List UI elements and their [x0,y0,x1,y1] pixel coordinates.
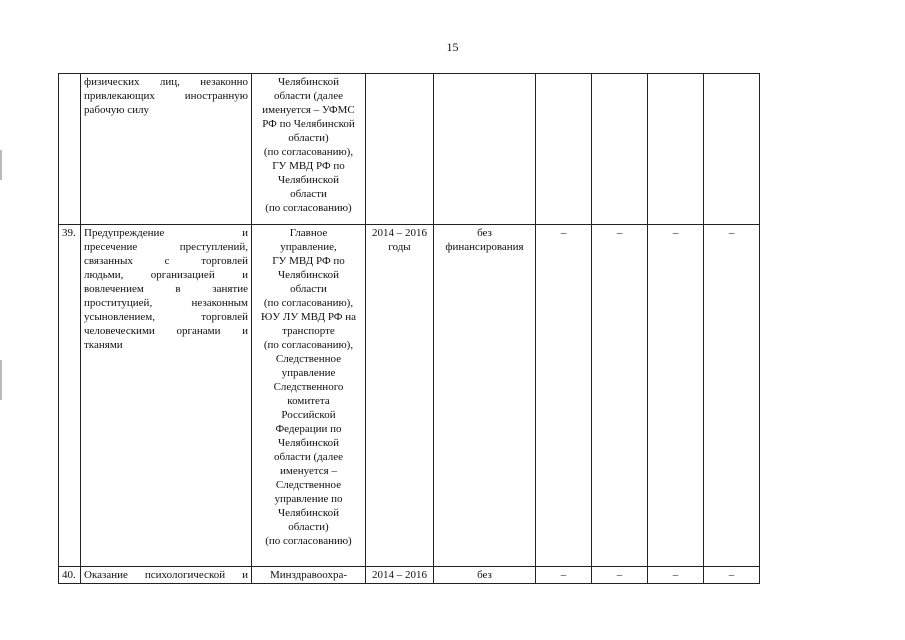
table-row [59,567,760,584]
value-cell [536,74,592,225]
financing-cell: без [434,567,536,584]
value-cell: – [536,225,592,567]
financing-cell [434,74,536,225]
scan-edge-mark [0,360,2,400]
financing-cell: без финансирования [434,225,536,567]
measure-name-cell: физических лиц, незаконно привлекающих иностранную рабочую силу [81,74,252,225]
row-number-cell: 40. [59,567,81,584]
value-cell: – [536,567,592,584]
term-cell: 2014 – 2016 годы [366,225,434,567]
page-number: 15 [446,40,459,54]
value-cell [592,74,648,225]
value-cell: – [704,225,760,567]
table-row [59,225,760,567]
row-number-cell [59,74,81,225]
executor-cell: Главное управление, ГУ МВД РФ по Челябинской области (по согласованию), ЮУ ЛУ МВД РФ на транспорте (по согласованию), Следственное управление Следственного комитета Российской Федерации по Челябинской области (далее именуется – Следственное управление по Челябинской области) (по согласованию) [252,225,366,567]
row-number-cell: 39. [59,225,81,567]
value-cell: – [592,567,648,584]
table-row [59,74,760,225]
value-cell: – [648,567,704,584]
value-cell [704,74,760,225]
value-cell: – [592,225,648,567]
scan-edge-mark [0,150,2,180]
measure-name-cell: Предупреждение и пресечение преступлений, связанных с торговлей людьми, организацией и вовлечением в занятие проституцией, незаконным усыновлением, торговлей человеческими органами и тканями [81,225,252,567]
measure-name-cell: Оказание психологической и [81,567,252,584]
value-cell: – [704,567,760,584]
term-cell: 2014 – 2016 [366,567,434,584]
executor-cell: Минздравоохра- [252,567,366,584]
executor-cell: Челябинской области (далее именуется – УФМС РФ по Челябинской области) (по согласованию), ГУ МВД РФ по Челябинской области (по согласованию) [252,74,366,225]
value-cell: – [648,225,704,567]
term-cell [366,74,434,225]
measures-table [58,73,760,584]
value-cell [648,74,704,225]
